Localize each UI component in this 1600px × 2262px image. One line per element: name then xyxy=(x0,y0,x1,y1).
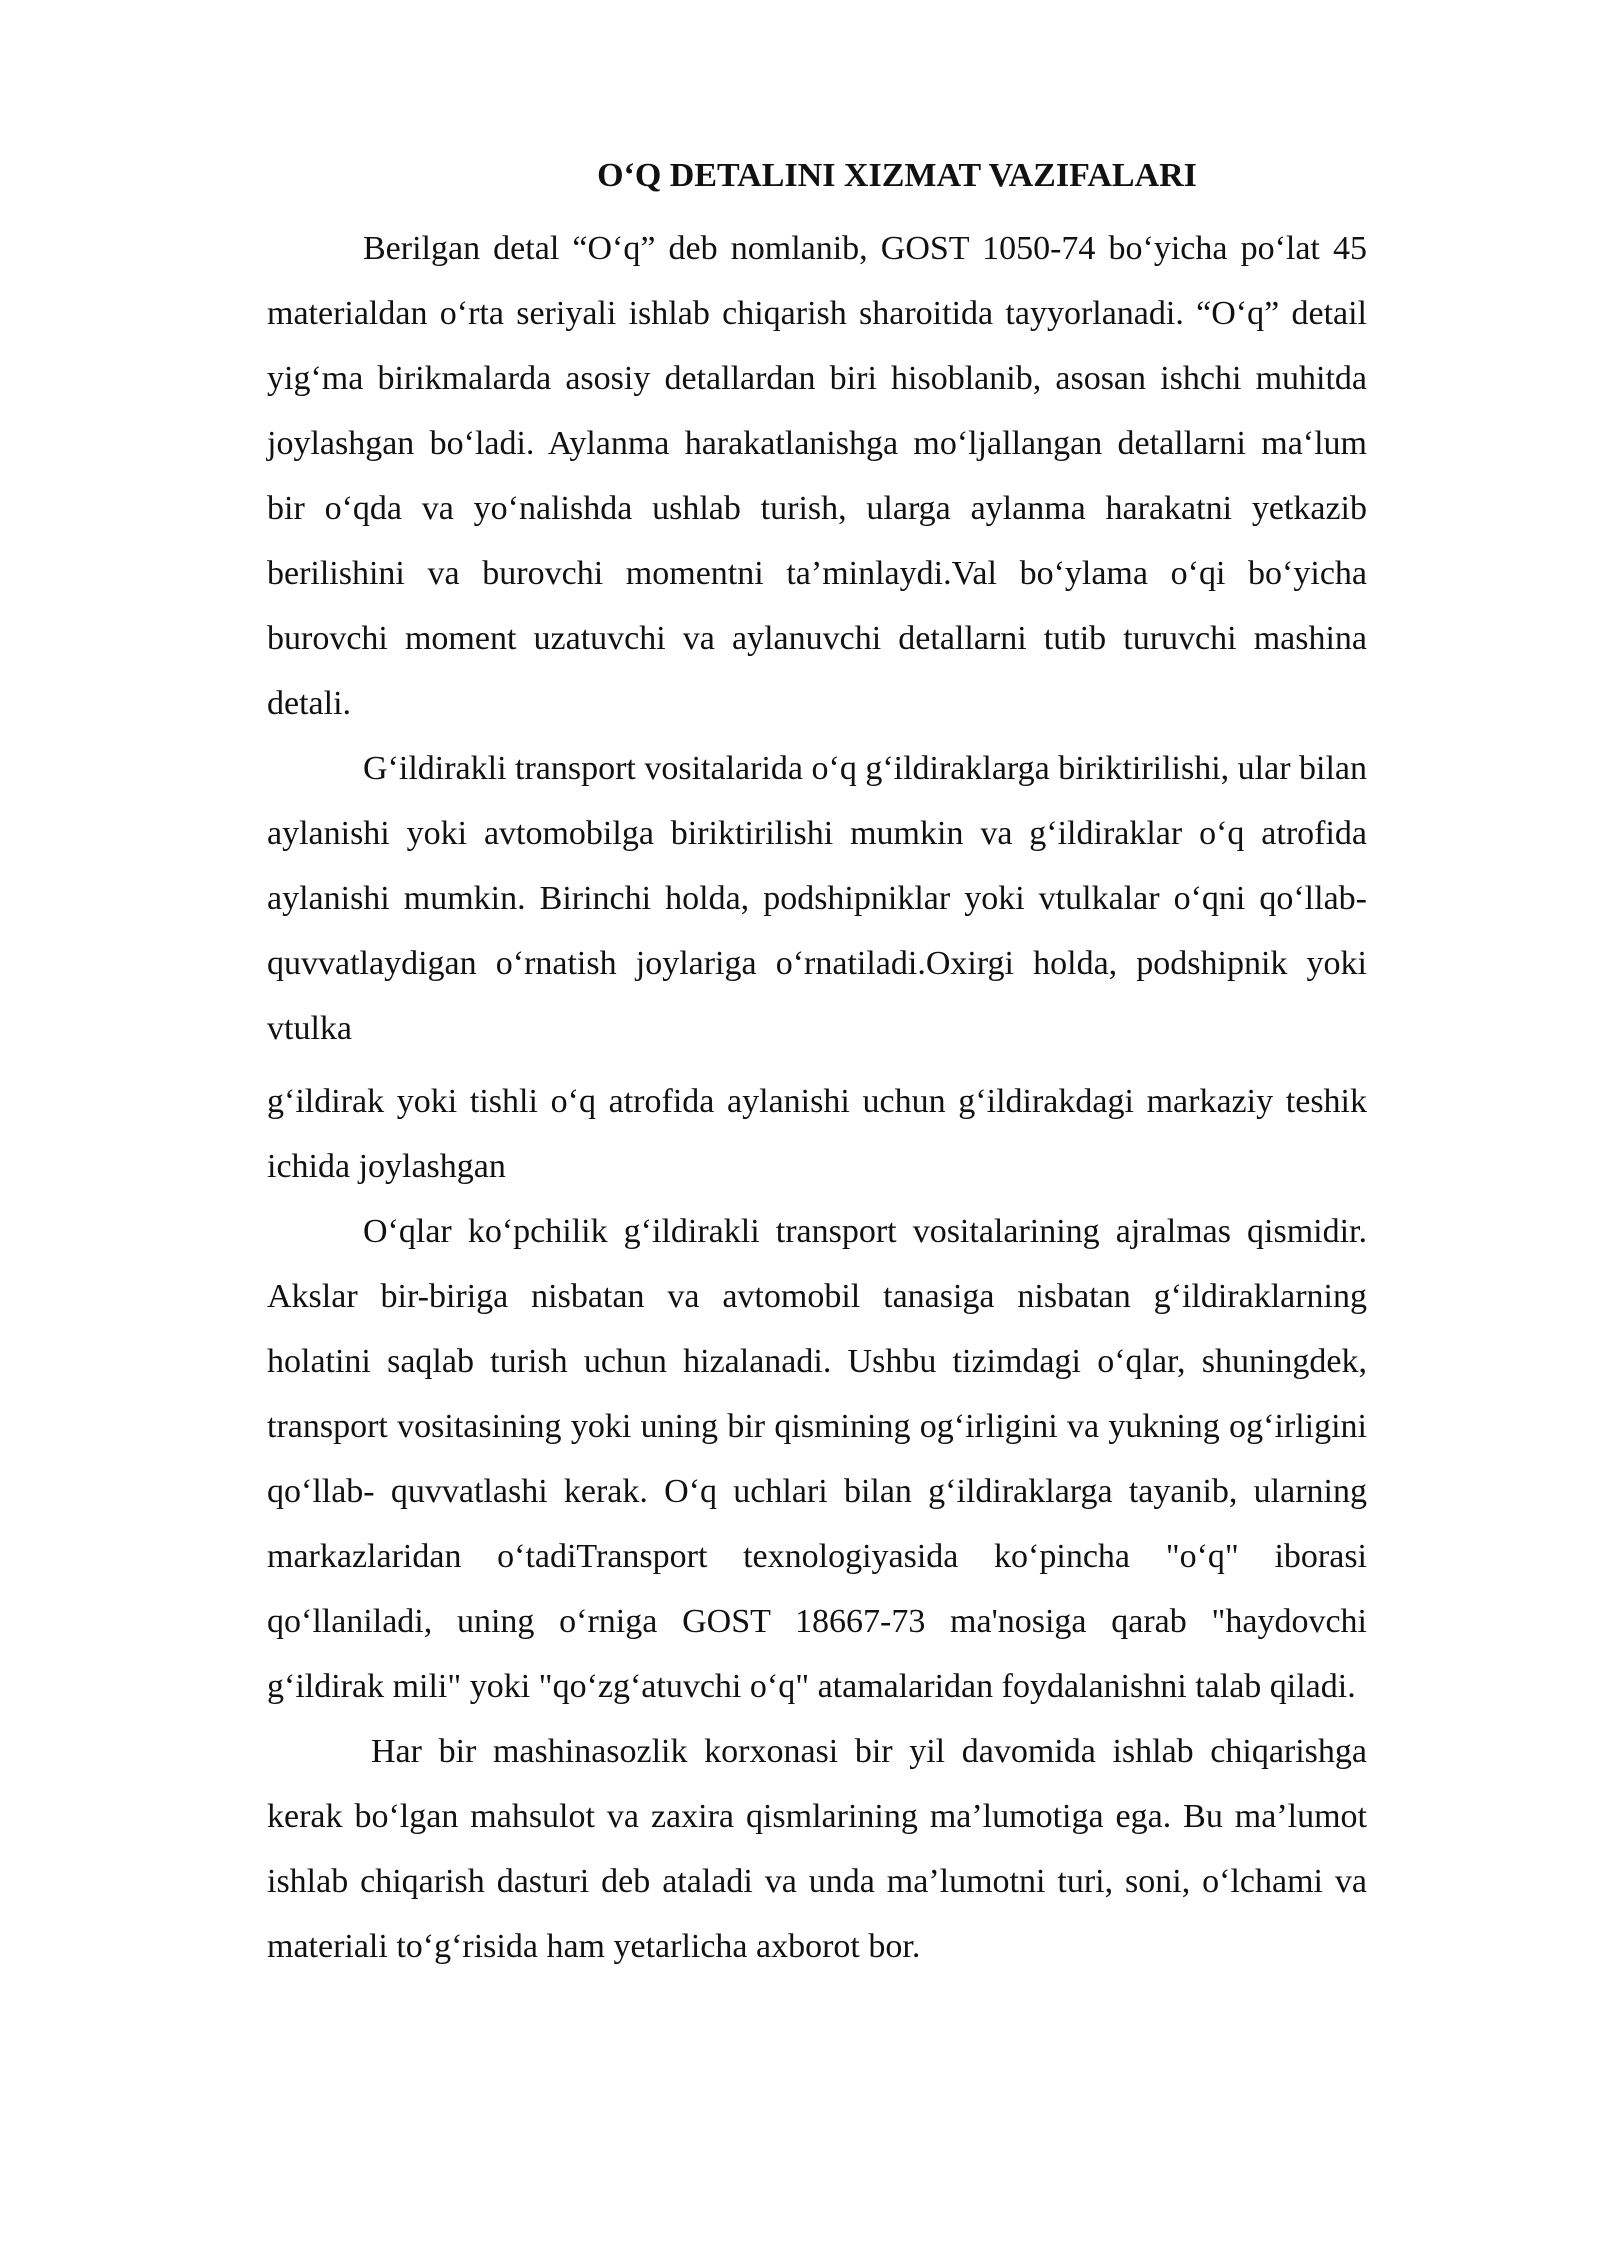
document-body xyxy=(267,150,1367,1979)
paragraph-5: Har bir mashinasozlik korxonasi bir yil davomida ishlab chiqarishga kerak bo‘lgan mahsulot va zaxira qismlarining ma’lumotiga ega. Bu ma’lumot ishlab chiqarish dasturi deb ataladi va unda ma’lumotni turi, soni, o‘lchami va materiali to‘g‘risida ham yetarlicha axborot bor. xyxy=(267,1733,1367,1965)
paragraph-4: O‘qlar ko‘pchilik g‘ildirakli transport vositalarining ajralmas qismidir. Akslar bir-biriga nisbatan va avtomobil tanasiga nisbatan g‘ildiraklarning holatini saqlab turish uchun hizalanadi. Ushbu tizimdagi o‘qlar, shuningdek, transport vositasining yoki uning bir qismining og‘irligini va yukning og‘irligini qo‘llab- quvvatlashi kerak. O‘q uchlari bilan g‘ildiraklarga tayanib, ularning markazlaridan o‘tadiTransport texnologiyasida ko‘pincha "o‘q" iborasi qo‘llaniladi, uning o‘rniga GOST 18667-73 ma'nosiga qarab "haydovchi g‘ildirak mili" yoki "qo‘zg‘atuvchi o‘q" atamalaridan foydalanishni talab qiladi. xyxy=(267,1213,1367,1705)
paragraph-3: g‘ildirak yoki tishli o‘q atrofida aylanishi uchun g‘ildirakdagi markaziy teshik ichida joylashgan xyxy=(267,1083,1367,1185)
document-title: O‘Q DETALINI XIZMAT VAZIFALARI xyxy=(597,157,1197,194)
paragraph-1: Berilgan detal “O‘q” deb nomlanib, GOST 1050-74 bo‘yicha po‘lat 45 materialdan o‘rta seriyali ishlab chiqarish sharoitida tayyorlanadi. “O‘q” detail yig‘ma birikmalarda asosiy detallardan biri hisoblanib, asosan ishchi muhitda joylashgan bo‘ladi. Aylanma harakatlanishga mo‘ljallangan detallarni ma‘lum bir o‘qda va yo‘nalishda ushlab turish, ularga aylanma harakatni yetkazib berilishini va burovchi momentni ta’minlaydi.Val bo‘ylama o‘qi bo‘yicha burovchi moment uzatuvchi va aylanuvchi detallarni tutib turuvchi mashina detali. xyxy=(267,230,1367,722)
paragraph-2: G‘ildirakli transport vositalarida o‘q g‘ildiraklarga biriktirilishi, ular bilan aylanishi yoki avtomobilga biriktirilishi mumkin va g‘ildiraklar o‘q atrofida aylanishi mumkin. Birinchi holda, podshipniklar yoki vtulkalar o‘qni qo‘llab- quvvatlaydigan o‘rnatish joylariga o‘rnatiladi.Oxirgi holda, podshipnik yoki vtulka xyxy=(267,750,1368,1047)
